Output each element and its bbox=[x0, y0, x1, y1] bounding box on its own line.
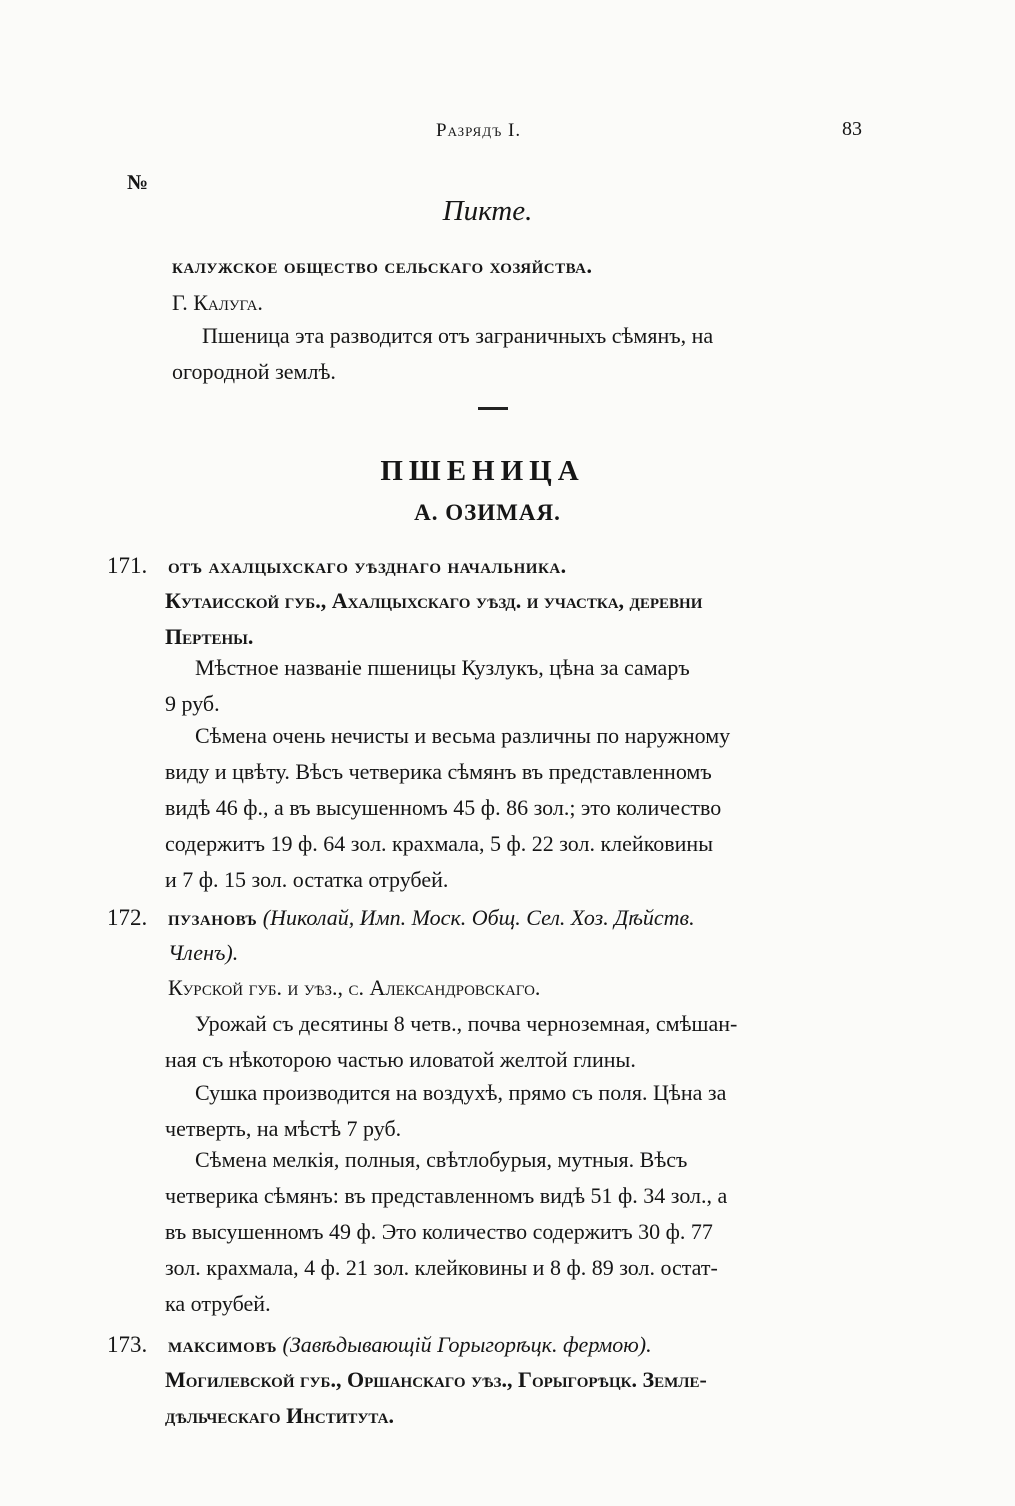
entry-number: 172. bbox=[107, 905, 148, 930]
entry-location: Курской губ. и уѣз., с. Александровскаго. bbox=[168, 975, 541, 1000]
paragraph-line: ка отрубей. bbox=[165, 1291, 271, 1316]
paragraph-line: ная съ нѣкоторою частью иловатой желтой глины. bbox=[165, 1047, 636, 1072]
paragraph-line: видѣ 46 ф., а въ высушенномъ 45 ф. 86 зол.; это количество bbox=[165, 795, 722, 820]
entry-name: максимовъ bbox=[168, 1332, 278, 1357]
entry-name: отъ ахалцыхскаго уѣзднаго начальника. bbox=[168, 553, 567, 578]
paragraph-line: Урожай съ десятины 8 четв., почва черноземная, смѣшан- bbox=[195, 1011, 738, 1036]
paragraph-line: Сушка производится на воздухѣ, прямо съ поля. Цѣна за bbox=[195, 1080, 727, 1105]
paragraph-line: зол. крахмала, 4 ф. 21 зол. клейковины и 8 ф. 89 зол. остат- bbox=[165, 1255, 718, 1280]
entry-heading bbox=[168, 900, 868, 936]
paragraph-line: 9 руб. bbox=[165, 691, 220, 716]
entry-paragraph bbox=[165, 718, 870, 898]
entry-name: пузановъ bbox=[168, 905, 258, 930]
section-divider bbox=[478, 407, 508, 410]
section-subtitle: А. ОЗИМАЯ. bbox=[414, 500, 561, 525]
entry-name-note: Членъ). bbox=[168, 940, 239, 965]
paragraph-line: виду и цвѣту. Вѣсъ четверика сѣмянъ въ представленномъ bbox=[165, 759, 712, 784]
intro-text-line: огородной землѣ. bbox=[172, 359, 336, 384]
location-line: Пертены. bbox=[165, 624, 254, 649]
paragraph-line: Сѣмена очень нечисты и весьма различны по наружному bbox=[195, 723, 731, 748]
entry-name-note: (Николай, Имп. Моск. Общ. Сел. Хоз. Дѣйств. bbox=[262, 905, 695, 930]
entry-paragraph bbox=[165, 1006, 870, 1078]
paragraph-line: Сѣмена мелкія, полныя, свѣтлобурыя, мутныя. Вѣсъ bbox=[195, 1147, 688, 1172]
intro-paragraph bbox=[172, 318, 867, 390]
paragraph-line: въ высушенномъ 49 ф. Это количество содержитъ 30 ф. 77 bbox=[165, 1219, 713, 1244]
page-number: 83 bbox=[842, 118, 862, 140]
entry-location bbox=[165, 1362, 870, 1434]
location-line: Кутаисской губ., Ахалцыхскаго уѣзд. и участка, деревни bbox=[165, 588, 703, 613]
entry-location bbox=[165, 583, 870, 655]
entry-paragraph bbox=[165, 1075, 870, 1147]
running-title: Разрядъ I. bbox=[436, 120, 522, 141]
location-line: дѣльческаго Института. bbox=[165, 1403, 394, 1428]
paragraph-line: четверика сѣмянъ: въ представленномъ видѣ 51 ф. 34 зол., а bbox=[165, 1183, 728, 1208]
paragraph-line: Мѣстное названіе пшеницы Кузлукъ, цѣна за самаръ bbox=[195, 655, 690, 680]
section-title: ПШЕНИЦА bbox=[380, 455, 585, 487]
entry-number: 173. bbox=[107, 1332, 148, 1357]
entry-name-note: (Завѣдывающій Горыгорѣцк. фермою). bbox=[282, 1332, 652, 1357]
paragraph-line: четверть, на мѣстѣ 7 руб. bbox=[165, 1116, 402, 1141]
intro-title: Пикте. bbox=[442, 195, 533, 227]
intro-place: Г. Калуга. bbox=[172, 290, 263, 315]
entry-number: 171. bbox=[107, 553, 148, 578]
location-line: Могилевской губ., Оршанскаго уѣз., Горыгорѣцк. Земле- bbox=[165, 1367, 707, 1392]
paragraph-line: содержитъ 19 ф. 64 зол. крахмала, 5 ф. 22 зол. клейковины bbox=[165, 831, 713, 856]
number-sign: № bbox=[127, 170, 149, 194]
entry-paragraph bbox=[165, 1142, 870, 1322]
intro-organization: калужское общество сельскаго хозяйства. bbox=[172, 253, 593, 278]
paragraph-line: и 7 ф. 15 зол. остатка отрубей. bbox=[165, 867, 449, 892]
entry-heading bbox=[168, 1327, 868, 1363]
intro-text-line: Пшеница эта разводится отъ заграничныхъ сѣмянъ, на bbox=[202, 323, 714, 348]
entry-paragraph bbox=[165, 650, 870, 722]
